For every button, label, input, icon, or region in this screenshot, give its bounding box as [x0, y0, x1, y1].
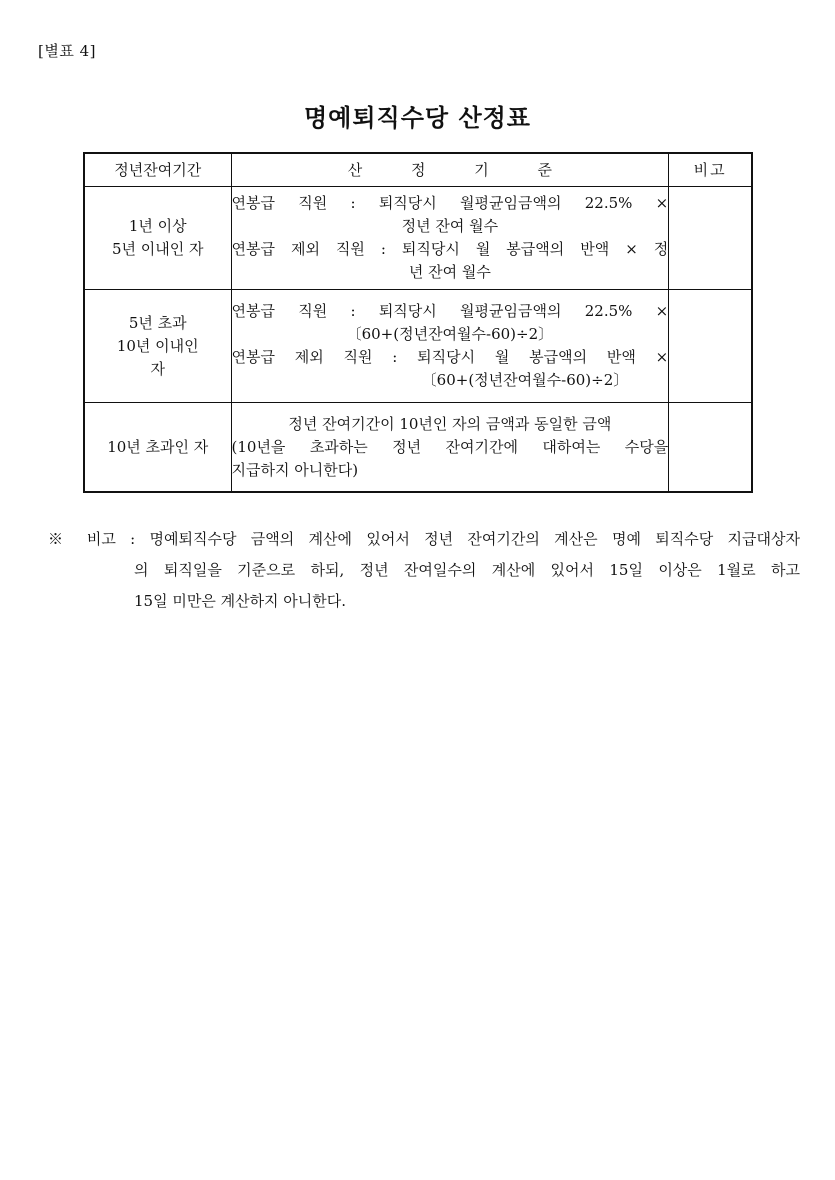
period-cell [84, 290, 231, 403]
table-row [84, 187, 752, 290]
period-line: 10년 이내인 [116, 336, 199, 355]
table-row [84, 290, 752, 403]
header-criteria: 산 정 기 준 [231, 153, 669, 187]
criteria-line: (10년을 초과하는 정년 잔여기간에 대하여는 수당을 [231, 437, 669, 456]
criteria-cell [231, 187, 669, 290]
document-title: 명예퇴직수당 산정표 [303, 104, 531, 132]
period-line: 10년 초과인 자 [107, 437, 209, 456]
table-row [84, 403, 752, 493]
period-line: 자 [150, 359, 165, 378]
note-line: 의 퇴직일을 기준으로 하되, 정년 잔여일수의 계산에 있어서 15일 이상은 1월로 하고 [134, 561, 800, 579]
criteria-line: 연봉급 직원 : 퇴직당시 월평균임금액의 22.5% × [231, 302, 669, 320]
annex-label: [별표 4] [38, 42, 96, 60]
header-period: 정년잔여기간 [84, 153, 231, 187]
period-cell [84, 187, 231, 290]
header-remark: 비고 [669, 153, 752, 187]
criteria-cell [231, 290, 669, 403]
criteria-line: 연봉급 직원 : 퇴직당시 월평균임금액의 22.5% × [231, 194, 669, 212]
remark-cell [669, 290, 752, 403]
criteria-line: 〔60+(정년잔여월수-60)÷2〕 [421, 371, 629, 389]
period-line: 5년 초과 [128, 313, 187, 332]
remark-cell [669, 187, 752, 290]
criteria-line: 정년 잔여기간이 10년인 자의 금액과 동일한 금액 [288, 414, 612, 433]
criteria-line: 연봉급 제외 직원 : 퇴직당시 월 봉급액의 반액 × 정 [231, 240, 669, 258]
criteria-cell [231, 403, 669, 493]
criteria-line: 〔60+(정년잔여월수-60)÷2〕 [346, 325, 554, 343]
criteria-line: 연봉급 제외 직원 : 퇴직당시 월 봉급액의 반액 × [231, 348, 669, 366]
period-line: 5년 이내인 자 [111, 240, 204, 258]
criteria-line: 년 잔여 월수 [408, 263, 491, 281]
note-line: 15일 미만은 계산하지 아니한다. [134, 592, 347, 610]
note-line: ※ 비고 : 명예퇴직수당 금액의 계산에 있어서 정년 잔여기간의 계산은 명예 퇴직수당 지급대상자 [48, 530, 800, 548]
criteria-line: 정년 잔여 월수 [401, 217, 499, 235]
table-header-row [84, 153, 752, 187]
period-line: 1년 이상 [128, 217, 187, 235]
remark-note [48, 524, 800, 617]
period-cell [84, 403, 231, 493]
criteria-line: 지급하지 아니한다) [231, 460, 359, 479]
remark-cell [669, 403, 752, 493]
calculation-table [83, 152, 753, 493]
